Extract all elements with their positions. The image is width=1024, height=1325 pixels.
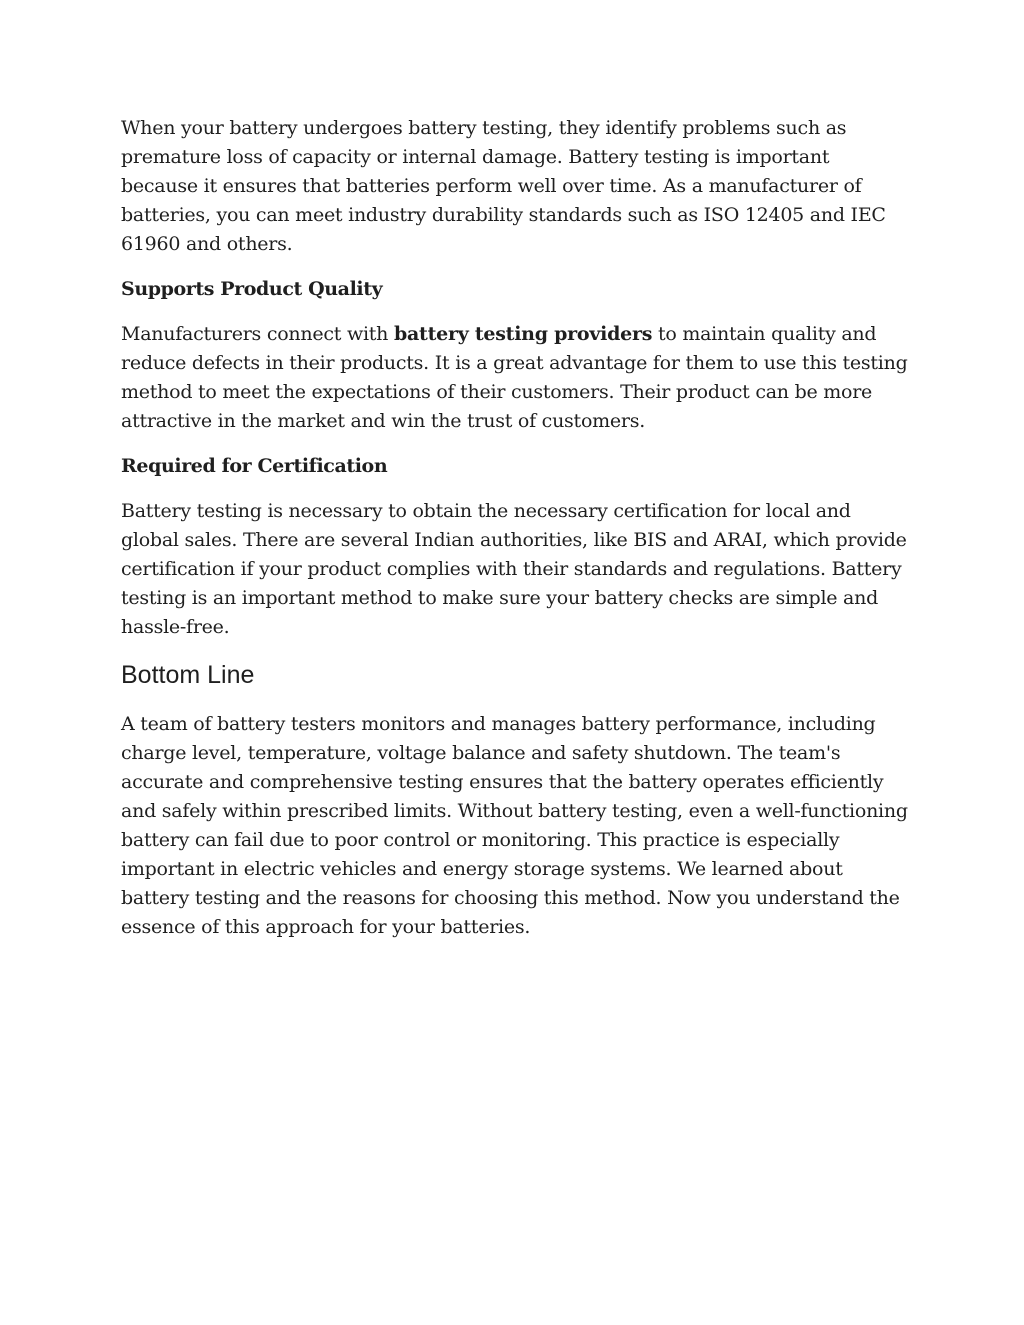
heading-required-for-certification: Required for Certification bbox=[121, 455, 388, 477]
paragraph-certification: Battery testing is necessary to obtain the necessary certification for local and global sales. There are several Indian authorities, like BIS and ARAI, which provide certification if your product complies with their standards and regulations. Battery testing is an important method to make sure your battery checks are simple and hassle-free. bbox=[121, 500, 907, 638]
paragraph-product-quality-text-after: to maintain quality and reduce defects in their products. It is a great advantage for them to use this testing method to meet the expectations of their customers. Their product can be more attractive in the market and win the trust of customers. bbox=[121, 323, 908, 432]
paragraph-battery-testing: When your battery undergoes battery testing, they identify problems such as premature loss of capacity or internal damage. Battery testing is important because it ensures that batteries perform well over time. As a manufacturer of batteries, you can meet industry durability standards such as ISO 12405 and IEC 61960 and others. bbox=[121, 117, 886, 255]
document-page bbox=[121, 114, 911, 958]
paragraph-product-quality bbox=[121, 320, 911, 436]
heading-supports-product-quality: Supports Product Quality bbox=[121, 278, 383, 300]
heading-bottom-line: Bottom Line bbox=[121, 661, 255, 689]
bold-phrase-battery-testing-providers: battery testing providers bbox=[393, 323, 653, 345]
paragraph-bottom-line: A team of battery testers monitors and manages battery performance, including charge level, temperature, voltage balance and safety shutdown. The team's accurate and comprehensive testing ensures that the battery operates efficiently and safely within prescribed limits. Without battery testing, even a well-functioning battery can fail due to poor control or monitoring. This practice is especially important in electric vehicles and energy storage systems. We learned about battery testing and the reasons for choosing this method. Now you understand the essence of this approach for your batteries. bbox=[121, 713, 908, 938]
paragraph-product-quality-text-before: Manufacturers connect with bbox=[121, 323, 394, 345]
